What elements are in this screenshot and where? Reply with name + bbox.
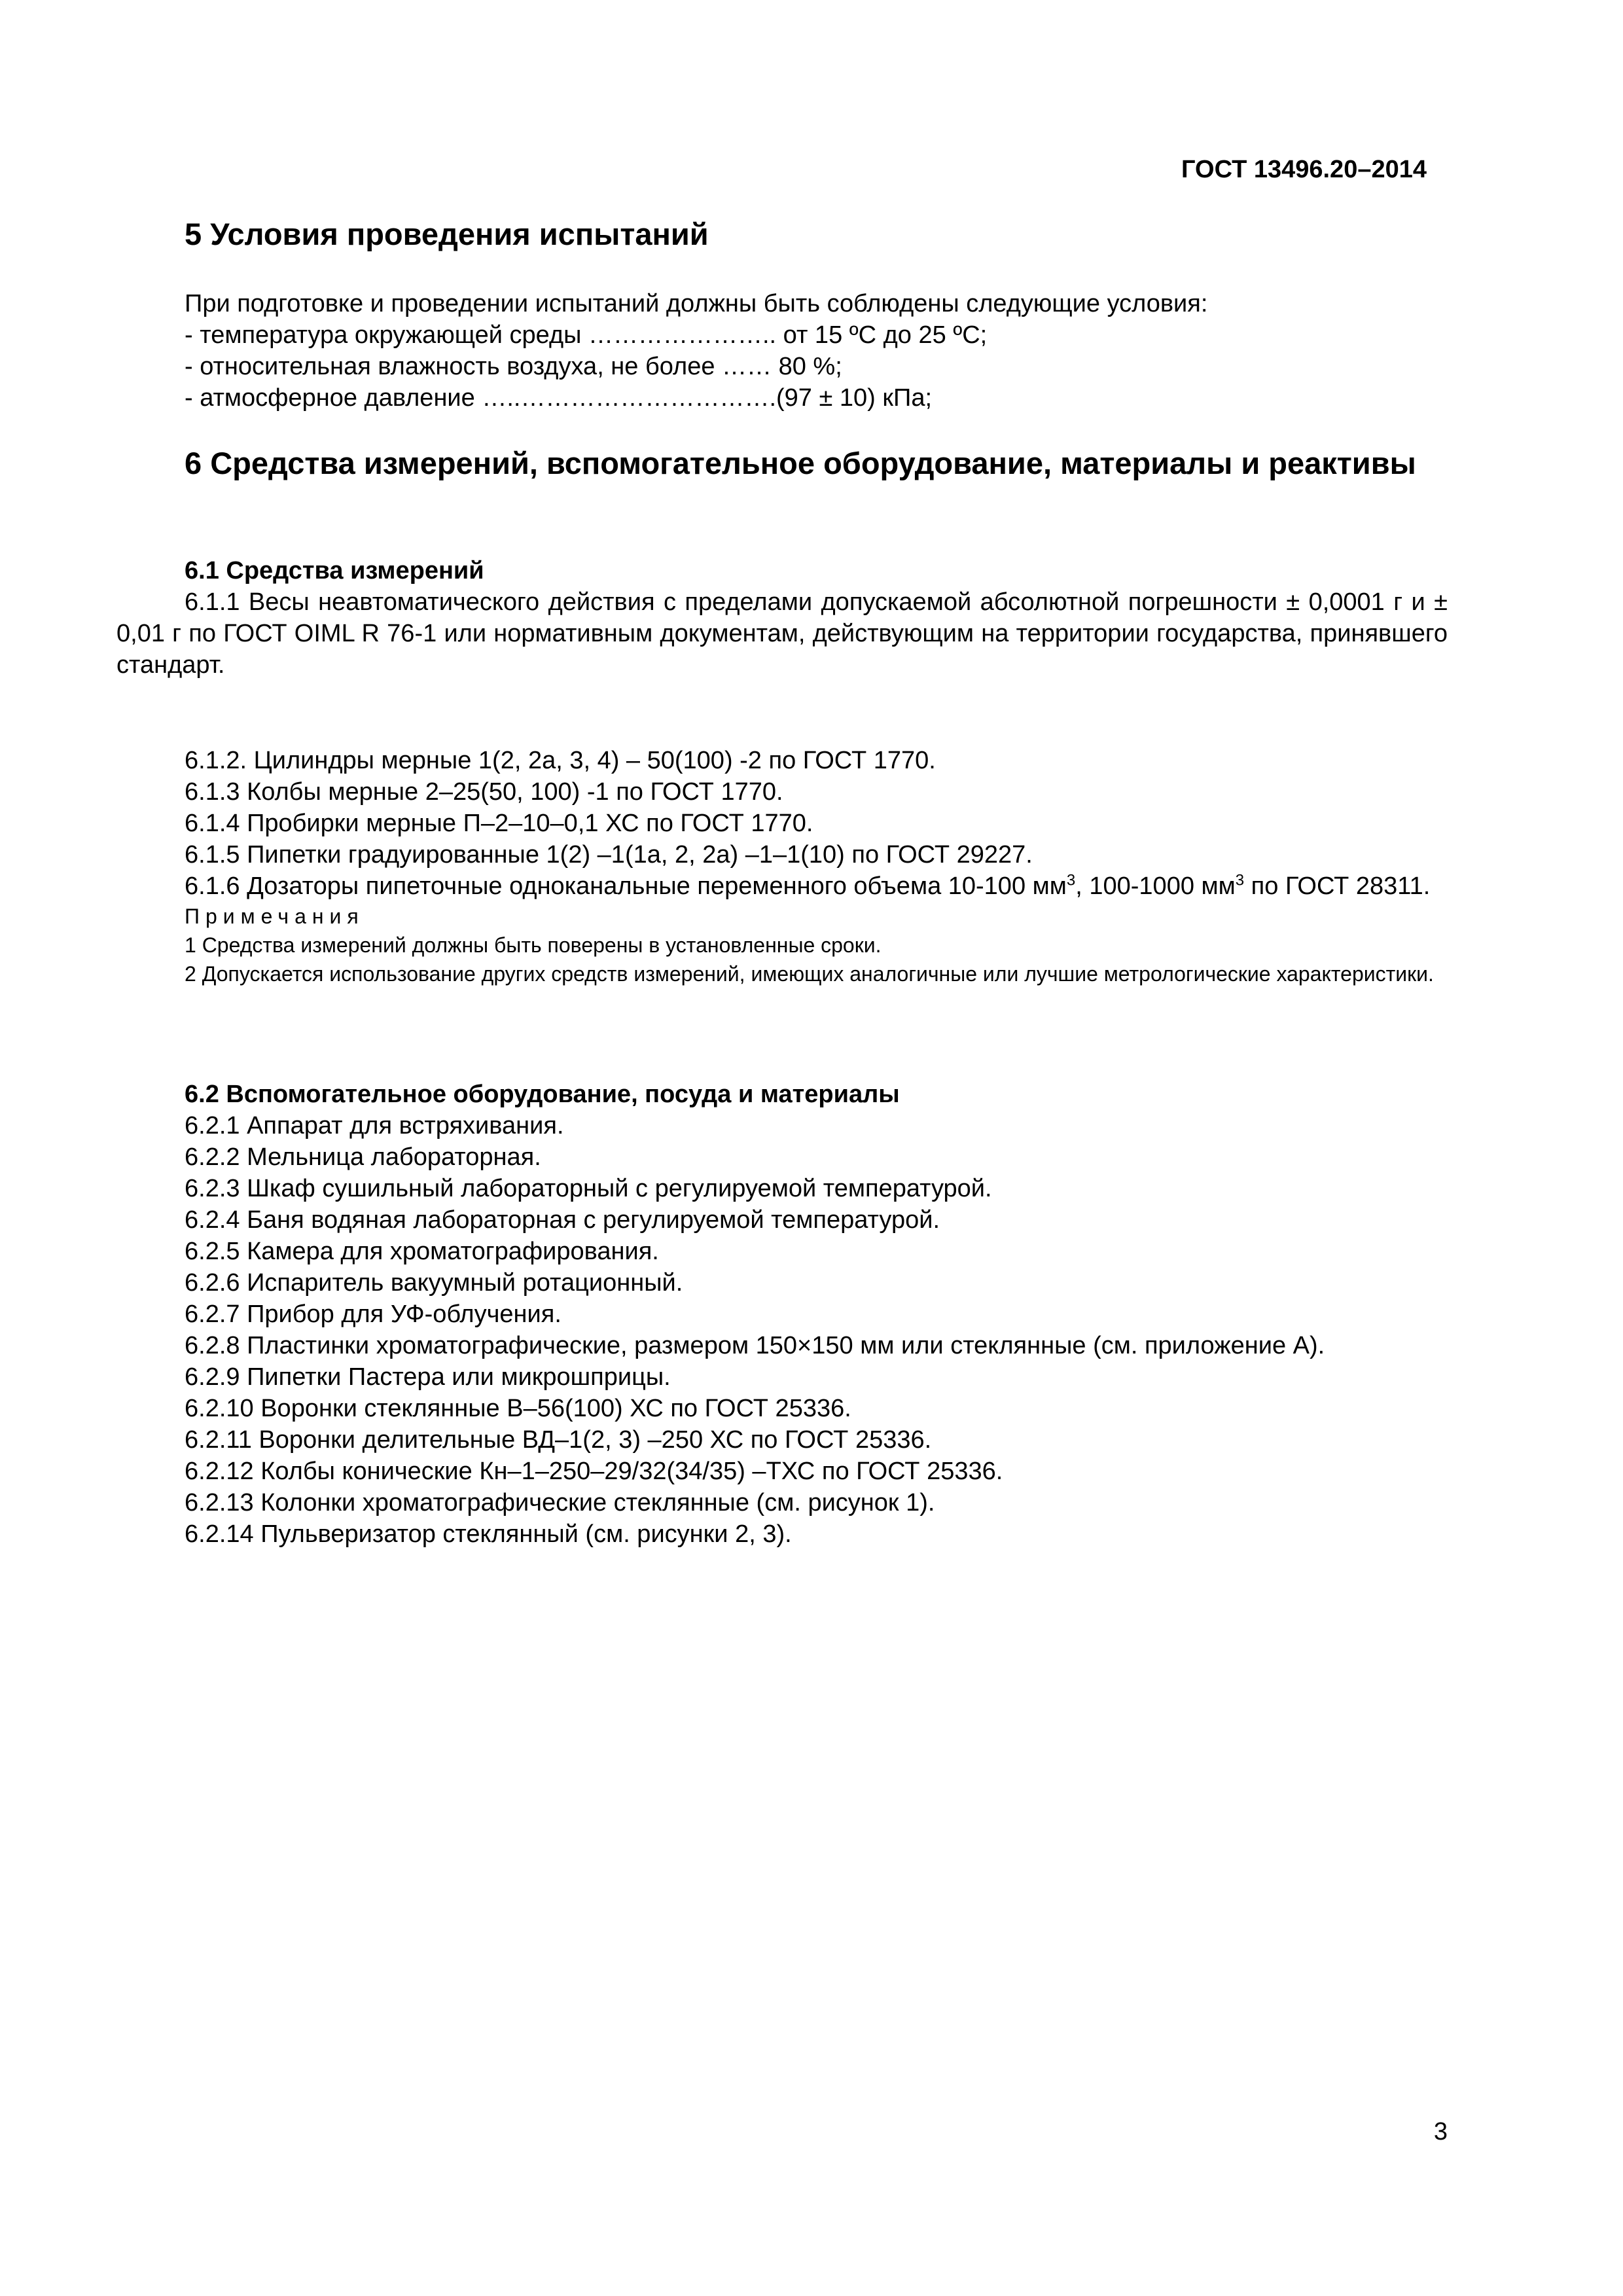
document-code: ГОСТ 13496.20–2014: [1181, 156, 1427, 183]
condition-pressure: - атмосферное давление …..………………………….(97 ± 10) кПа;: [185, 384, 933, 412]
list-item: 6.2.13 Колонки хроматографические стеклянные (см. рисунок 1).: [185, 1489, 935, 1516]
section-5-title: 5 Условия проведения испытаний: [185, 217, 709, 251]
list-item: 6.2.2 Мельница лабораторная.: [185, 1143, 541, 1171]
note-1: 1 Средства измерений должны быть поверены в установленные сроки.: [185, 933, 882, 957]
section-6-1-items: [116, 745, 1448, 988]
note-2: 2 Допускается использование других средств измерений, имеющих аналогичные или лучшие метрологические характеристики.: [185, 962, 1434, 986]
list-item: 6.2.6 Испаритель вакуумный ротационный.: [185, 1269, 683, 1297]
item-6-1-4: 6.1.4 Пробирки мерные П–2–10–0,1 ХС по ГОСТ 1770.: [185, 810, 813, 837]
paragraph-6-1-1: 6.1.1 Весы неавтоматического действия с пределами допускаемой абсолютной погрешности ± 0,0001 г и ± 0,01 г по ГОСТ OIML R 76-1 или нормативным документам, действующим на территории государства, принявшего стандарт.: [116, 588, 1448, 679]
section-6-title-text: Средства измерений, вспомогательное оборудование, материалы и реактивы: [210, 446, 1416, 480]
item-6-1-2: 6.1.2. Цилиндры мерные 1(2, 2а, 3, 4) – 50(100) -2 по ГОСТ 1770.: [185, 747, 936, 774]
item-6-1-5: 6.1.5 Пипетки градуированные 1(2) –1(1а, 2, 2а) –1–1(10) по ГОСТ 29227.: [185, 841, 1033, 869]
list-item: 6.2.9 Пипетки Пастера или микрошприцы.: [185, 1363, 671, 1391]
section-6-1: [116, 555, 1448, 681]
list-item: 6.2.11 Воронки делительные ВД–1(2, 3) –250 ХС по ГОСТ 25336.: [185, 1426, 932, 1454]
conditions-intro: При подготовке и проведении испытаний должны быть соблюдены следующие условия:: [185, 290, 1208, 317]
list-item: 6.2.4 Баня водяная лабораторная с регулируемой температурой.: [185, 1206, 940, 1234]
subsection-6-1-title: 6.1 Средства измерений: [185, 557, 484, 584]
subsection-6-2-title: 6.2 Вспомогательное оборудование, посуда и материалы: [185, 1081, 900, 1108]
list-item: 6.2.1 Аппарат для встряхивания.: [185, 1112, 564, 1139]
item-6-1-6: 6.1.6 Дозаторы пипеточные одноканальные переменного объема 10-100 $мм^3$, 100-1000 $мм^3$ по ГОСТ 28311.: [185, 871, 1431, 900]
list-item: 6.2.12 Колбы конические Кн–1–250–29/32(34/35) –ТХС по ГОСТ 25336.: [185, 1458, 1003, 1485]
condition-humidity: - относительная влажность воздуха, не более …… 80 %;: [185, 353, 842, 380]
list-item: 6.2.8 Пластинки хроматографические, размером 150×150 мм или стеклянные (см. приложение А).: [185, 1332, 1325, 1359]
section-6-2: [116, 1079, 1448, 1550]
list-item: 6.2.10 Воронки стеклянные В–56(100) ХС по ГОСТ 25336.: [185, 1395, 851, 1422]
list-item: 6.2.5 Камера для хроматографирования.: [185, 1238, 659, 1265]
list-item: 6.2.3 Шкаф сушильный лабораторный с регулируемой температурой.: [185, 1175, 992, 1202]
notes-title: Примечания: [185, 905, 365, 928]
list-item: 6.2.7 Прибор для УФ-облучения.: [185, 1300, 562, 1328]
section-5-conditions: [185, 288, 1207, 414]
item-6-1-3: 6.1.3 Колбы мерные 2–25(50, 100) -1 по ГОСТ 1770.: [185, 778, 783, 806]
notes-block: [116, 902, 1448, 988]
section-6-title: [116, 445, 1448, 482]
page-number: 3: [1433, 2118, 1448, 2145]
condition-temperature: - температура окружающей среды ………………….. от 15 ºС до 25 ºС;: [185, 321, 988, 349]
section-6-number: 6: [185, 446, 202, 480]
list-item: 6.2.14 Пульверизатор стеклянный (см. рисунки 2, 3).: [185, 1520, 792, 1548]
